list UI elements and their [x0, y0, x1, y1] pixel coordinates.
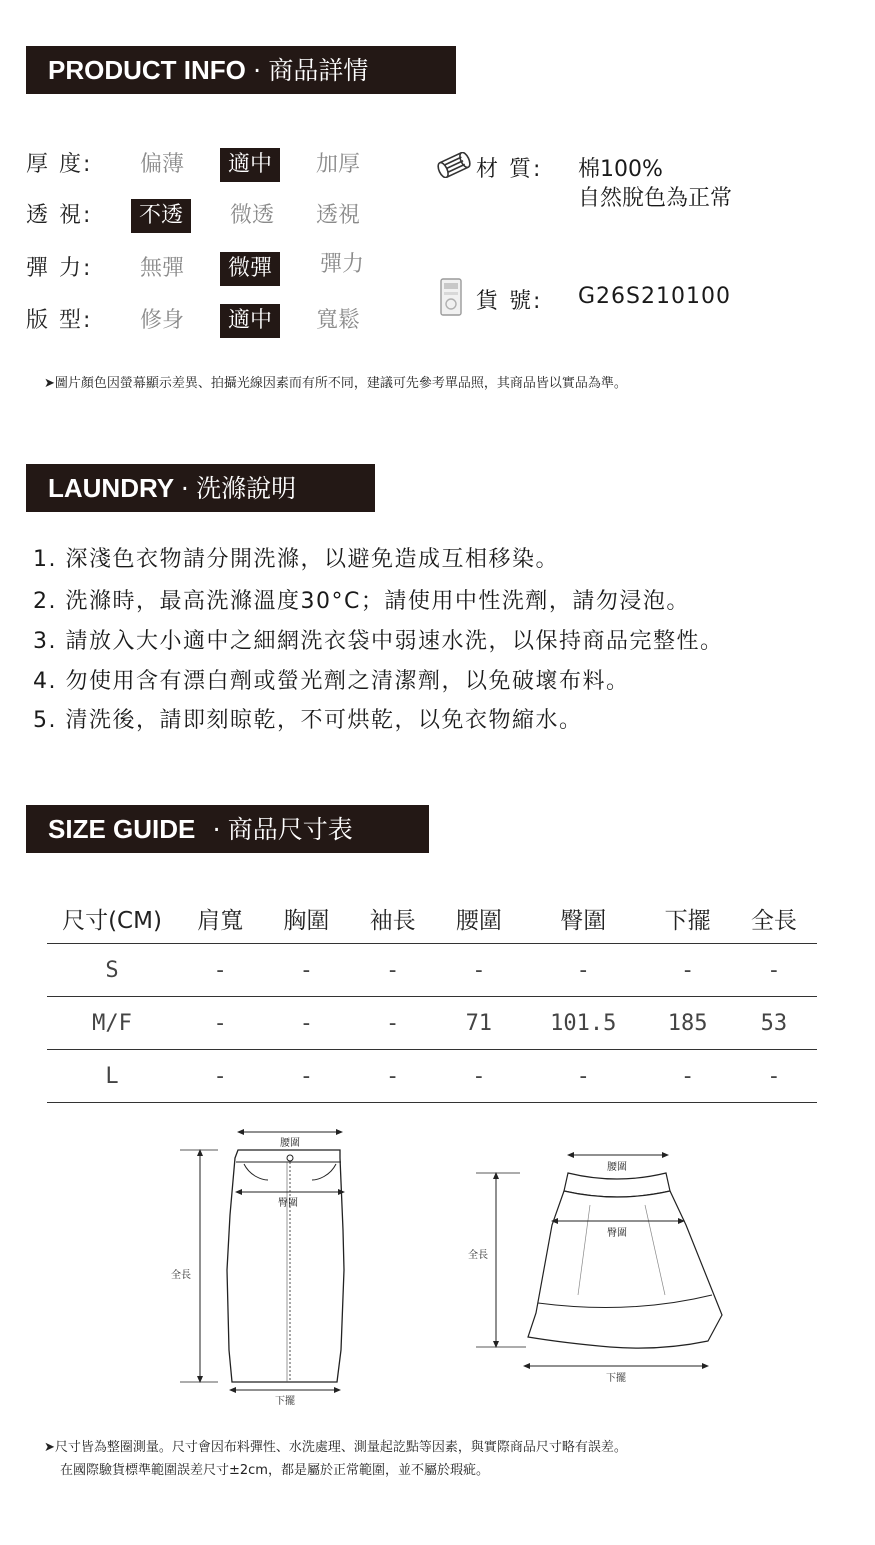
waist-label: 腰圍 — [607, 1162, 627, 1173]
hip-label: 臀圍 — [278, 1198, 298, 1209]
size-cell: - — [177, 1050, 263, 1103]
size-cell: - — [436, 1050, 522, 1103]
size-cell: - — [731, 944, 817, 997]
size-cell: 185 — [645, 997, 731, 1050]
size-disclaimer-line2: 在國際驗貨標準範圍誤差尺寸±2cm，都是屬於正常範圍，並不屬於瑕疵。 — [60, 1463, 489, 1478]
title-separator: · — [212, 815, 221, 844]
size-cell: - — [645, 944, 731, 997]
property-option: 修身 — [140, 308, 185, 333]
size-cell: - — [522, 944, 645, 997]
size-column-header: 腰圍 — [436, 893, 522, 944]
size-cell: - — [522, 1050, 645, 1103]
laundry-item: 3. 請放入大小適中之細網洗衣袋中弱速水洗，以保持商品完整性。 — [33, 629, 724, 654]
size-cell: - — [263, 1050, 349, 1103]
size-cell: - — [263, 997, 349, 1050]
laundry-item: 1. 深淺色衣物請分開洗滌，以避免造成互相移染。 — [33, 547, 559, 572]
laundry-item: 5. 清洗後，請即刻晾乾，不可烘乾，以免衣物縮水。 — [33, 708, 583, 733]
size-column-header: 下擺 — [645, 893, 731, 944]
size-column-header: 肩寬 — [177, 893, 263, 944]
laundry-title-en: LAUNDRY — [48, 473, 174, 503]
item-number-label: 貨 號: — [476, 289, 543, 314]
property-option: 微透 — [230, 203, 275, 228]
size-cell: - — [263, 944, 349, 997]
size-column-header: 臀圍 — [522, 893, 645, 944]
property-option: 寬鬆 — [316, 308, 361, 333]
item-number-value: G26S210100 — [578, 284, 731, 309]
size-cell: 71 — [436, 997, 522, 1050]
size-disclaimer-line1: ➤尺寸皆為整圈測量。尺寸會因布料彈性、水洗處理、測量起訖點等因素，與實際商品尺寸略有誤差。 — [44, 1440, 627, 1455]
size-cell: - — [349, 1050, 435, 1103]
thread-spool-icon — [436, 152, 472, 178]
size-cell: L — [47, 1050, 177, 1103]
property-label: 彈 力: — [26, 256, 93, 281]
product-info-title-en: PRODUCT INFO — [48, 55, 246, 85]
size-column-header: 全長 — [731, 893, 817, 944]
property-option-selected: 微彈 — [220, 252, 280, 286]
waist-label: 腰圍 — [280, 1138, 300, 1149]
property-option: 加厚 — [316, 152, 361, 177]
property-option: 透視 — [316, 203, 361, 228]
size-cell: - — [436, 944, 522, 997]
length-label: 全長 — [171, 1270, 191, 1281]
property-label: 透 視: — [26, 203, 93, 228]
size-column-header: 尺寸(CM) — [47, 893, 177, 944]
laundry-item: 2. 洗滌時，最高洗滌溫度30°C；請使用中性洗劑，請勿浸泡。 — [33, 589, 690, 614]
property-label: 厚 度: — [26, 152, 93, 177]
material-note: 自然脫色為正常 — [578, 186, 733, 211]
size-cell: 101.5 — [522, 997, 645, 1050]
length-label: 全長 — [468, 1250, 488, 1261]
size-column-header: 袖長 — [349, 893, 435, 944]
property-option-selected: 不透 — [131, 199, 191, 233]
size-cell: - — [349, 997, 435, 1050]
hem-label: 下擺 — [275, 1396, 295, 1407]
material-value: 棉100% — [578, 157, 663, 182]
table-row — [47, 1050, 817, 1103]
size-column-header: 胸圍 — [263, 893, 349, 944]
pencil-skirt-diagram — [160, 1120, 370, 1420]
property-option: 偏薄 — [140, 152, 185, 177]
tag-icon — [439, 277, 463, 317]
title-separator: · — [180, 474, 189, 503]
a-line-skirt-diagram — [460, 1145, 730, 1395]
size-cell: - — [177, 997, 263, 1050]
size-cell: - — [731, 1050, 817, 1103]
size-cell: 53 — [731, 997, 817, 1050]
table-row — [47, 944, 817, 997]
hem-label: 下擺 — [606, 1373, 626, 1384]
product-info-title-zh: 商品詳情 — [268, 56, 369, 85]
size-guide-title-en: SIZE GUIDE — [48, 814, 196, 844]
size-cell: - — [177, 944, 263, 997]
size-cell: S — [47, 944, 177, 997]
property-option-selected: 適中 — [220, 304, 280, 338]
laundry-item: 4. 勿使用含有漂白劑或螢光劑之清潔劑，以免破壞布料。 — [33, 669, 630, 694]
color-disclaimer: ➤圖片顏色因螢幕顯示差異、拍攝光線因素而有所不同，建議可先參考單品照，其商品皆以實品為準。 — [44, 376, 627, 391]
size-table — [47, 893, 817, 1103]
property-label: 版 型: — [26, 308, 93, 333]
material-label: 材 質: — [476, 157, 543, 182]
laundry-title-zh: 洗滌說明 — [196, 474, 297, 503]
hip-label: 臀圍 — [607, 1228, 627, 1239]
size-cell: M/F — [47, 997, 177, 1050]
title-separator: · — [253, 56, 262, 85]
property-option: 彈力 — [320, 252, 365, 277]
size-table-header-row — [47, 893, 817, 944]
property-option-selected: 適中 — [220, 148, 280, 182]
product-info-header — [26, 46, 456, 94]
laundry-header — [26, 464, 375, 512]
property-option: 無彈 — [140, 256, 185, 281]
size-guide-header — [26, 805, 429, 853]
size-cell: - — [349, 944, 435, 997]
size-guide-title-zh: 商品尺寸表 — [227, 815, 353, 844]
table-row — [47, 997, 817, 1050]
size-cell: - — [645, 1050, 731, 1103]
